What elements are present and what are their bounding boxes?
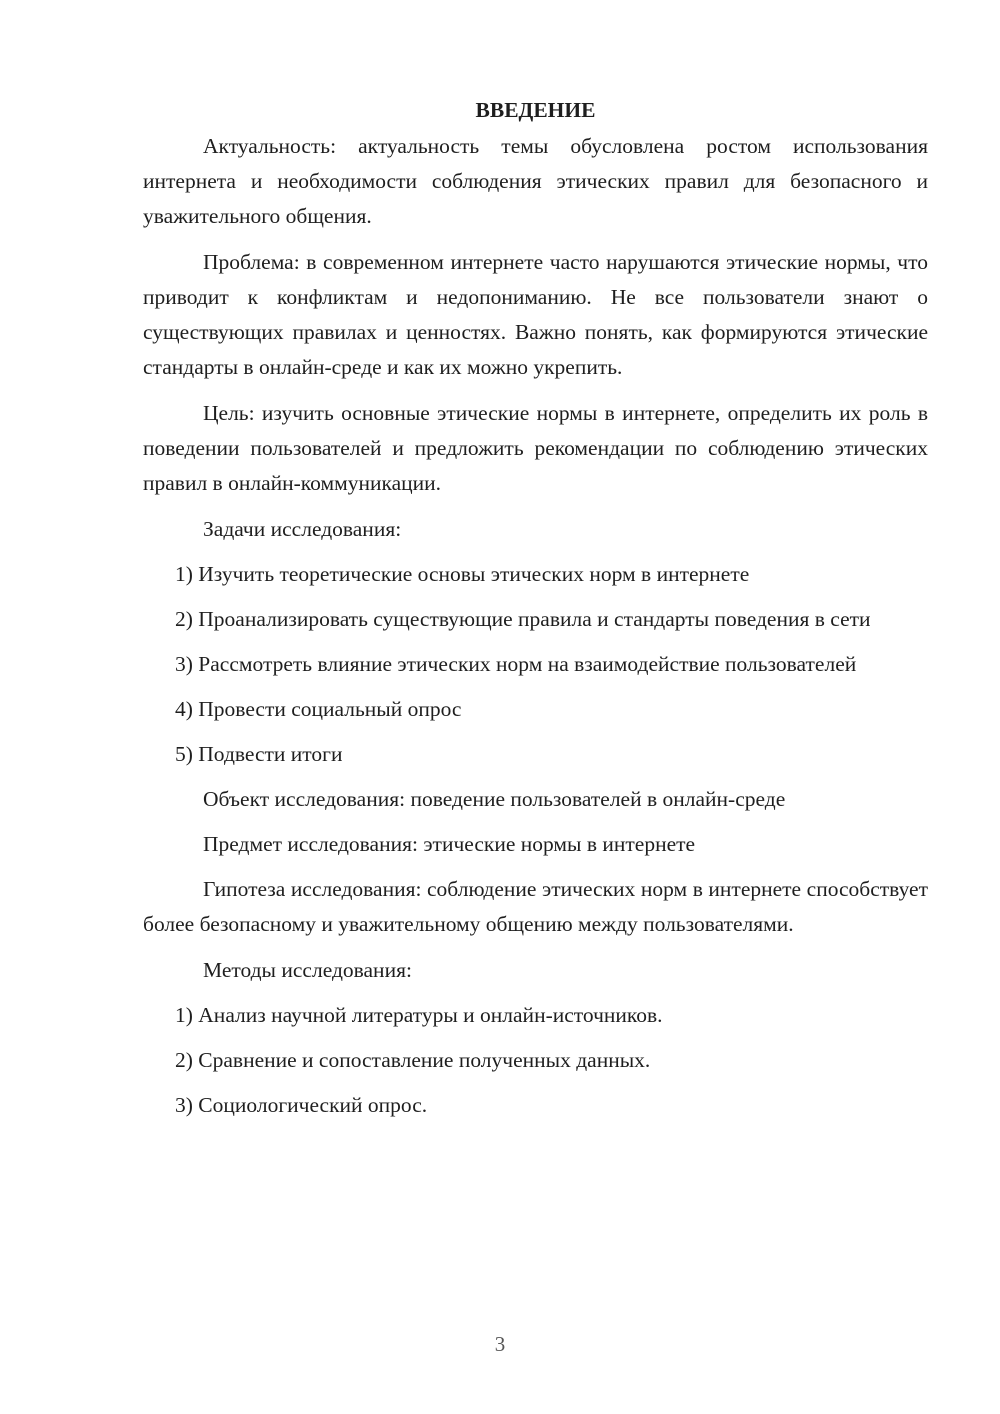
task-item-1: 1) Изучить теоретические основы этических норм в интернете: [175, 562, 750, 586]
task-item-4: 4) Провести социальный опрос: [175, 697, 462, 721]
subject-paragraph: Предмет исследования: этические нормы в интернете: [203, 832, 696, 856]
hypothesis-paragraph: Гипотеза исследования: соблюдение этических норм в интернете способствует более безопасному и уважительному общению между пользователями.: [143, 877, 928, 936]
page-number: 3: [494, 1332, 506, 1356]
section-title: ВВЕДЕНИЕ: [475, 98, 596, 122]
methods-heading: Методы исследования:: [203, 958, 412, 982]
object-paragraph: Объект исследования: поведение пользователей в онлайн-среде: [203, 787, 786, 811]
tasks-heading: Задачи исследования:: [203, 517, 402, 541]
document-page: [143, 92, 928, 1133]
relevance-paragraph: Актуальность: актуальность темы обусловлена ростом использования интернета и необходимости соблюдения этических правил для безопасного и уважительного общения.: [143, 134, 928, 228]
task-item-5: 5) Подвести итоги: [175, 742, 343, 766]
task-item-2: 2) Проанализировать существующие правила и стандарты поведения в сети: [175, 607, 871, 631]
problem-paragraph: Проблема: в современном интернете часто нарушаются этические нормы, что приводит к конфликтам и недопониманию. Не все пользователи знают о существующих правилах и ценностях. Важно понять, как формируются этические стандарты в онлайн-среде и как их можно укрепить.: [143, 250, 928, 379]
task-item-3: 3) Рассмотреть влияние этических норм на взаимодействие пользователей: [175, 652, 857, 676]
method-item-1: 1) Анализ научной литературы и онлайн-источников.: [175, 1003, 663, 1027]
goal-paragraph: Цель: изучить основные этические нормы в интернете, определить их роль в поведении пользователей и предложить рекомендации по соблюдению этических правил в онлайн-коммуникации.: [143, 401, 928, 495]
method-item-2: 2) Сравнение и сопоставление полученных данных.: [175, 1048, 651, 1072]
method-item-3: 3) Социологический опрос.: [175, 1093, 428, 1117]
